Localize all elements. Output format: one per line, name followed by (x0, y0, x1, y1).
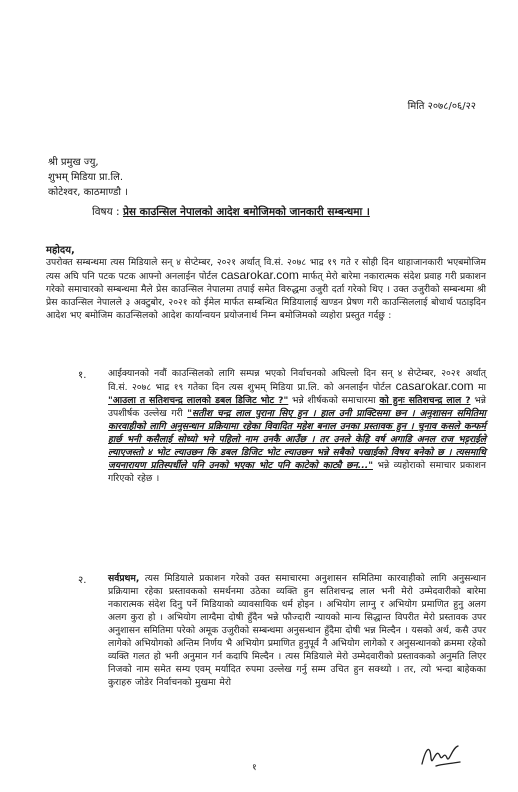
point-1-text-4: भन्ने उपशीर्षक उल्लेख गरी (108, 395, 487, 419)
point-2-number: २. (78, 575, 87, 586)
intro-text-1: उपरोक्त सम्बन्धमा त्यस मिडियाले सन् ४ सेप्टेम्बर, २०२१ अर्थात् वि.सं. २०७८ भाद्र १९ गते र सोही दिन थाहाजानकारी भएबमोजिम त्यस अघि पनि पटक पटक आफ्नो अनलाईन पोर्टल (46, 257, 486, 282)
salutation: महोदय, (46, 245, 75, 256)
point-1-number: १. (78, 370, 87, 381)
intro-paragraph (46, 256, 486, 322)
point-1-text-5: भन्ने व्यहोराको समाचार प्रकाशन गरिएको रहेछ । (108, 460, 487, 484)
point-1-website: casarokar.com (395, 379, 474, 393)
intro-website: casarokar.com (220, 268, 299, 282)
letter-date: मिति २०७८/०६/२२ (407, 101, 476, 112)
point-2-lead: सर्वप्रथम, (108, 573, 140, 584)
subject-line (92, 205, 370, 219)
subject-prefix: विषय : (92, 206, 120, 218)
point-1-headline: "आउला त सतिशचन्द्र लालको डबल डिजिट भोट ?" (108, 395, 289, 406)
signature (418, 738, 464, 772)
point-1-text-2: मा (478, 382, 487, 393)
subject-text: प्रेस काउन्सिल नेपालको आदेश बमोजिमको जानकारी सम्बन्धमा । (122, 206, 370, 218)
point-2-paragraph (108, 572, 486, 689)
point-1-quote: "सतीश चन्द्र लाल पुराना सिए हुन । हाल उनी प्राक्टिसमा छन । अनुशासन समितिमा कारवाहीको लागि अनुसन्धान प्रक्रियामा रहेका विवादित महेश बनाल उनका प्रस्तावक हुन । चुनाव कसले कन्फर्म हार्छ भनी कसैलाई सोध्यो भने पहिलो नाम उनकै आउँछ । तर उनले केहि वर्ष अगाडि अनल राज भट्टराईले ल्याएजस्तो ४ भोट ल्याउछन कि डबल डिजिट भोट ल्याउछन भन्ने सबैको पखाईको विषय बनेको छ । त्यसमाथि जयनारायण प्रतिस्पर्धीले पनि उनको भएका भोट पनि काटेको काट्यै छन..." (108, 408, 487, 471)
point-2-text: त्यस मिडियाले प्रकाशन गरेको उक्त समाचारमा अनुशासन समितिमा कारवाहीको लागि अनुसन्धान प्रक्रियामा रहेका प्रस्तावकको समर्थनमा उठेका व्यक्ति हुन सतिशचन्द्र लाल भनी मेरो उम्मेदवारीको बारेमा नकारात्मक संदेश दिनु पर्ने मिडियाको व्यावसायिक धर्म होइन । अभियोग लाग्नु र अभियोग प्रमाणित हुनु अलग अलग कुरा हो । अभियोग लाग्दैमा दोषी हुँदैन भन्ने फौज्दारी न्यायको मान्य सिद्धान्त विपरीत मेरो प्रस्तावक उपर अनुशासन समितिमा परेको अमूक उजुरीको सम्बन्धमा अनुसन्धान हुँदैमा दोषी भन्न मिल्दैन । यसको अर्थ, कसै उपर लागेको अभियोगको अन्तिम निर्णय भै अभियोग प्रमाणित हुनुपूर्व नै अभियोग लागेको र अनुसन्धानको क्रममा रहेको व्यक्ति गलत हो भनी अनुमान गर्न कदापि मिल्दैन । त्यस मिडियाले मेरो उम्मेदवारीको प्रस्तावकको अनुमति लिएर निजको नाम समेत सम्य एवम् मर्यादित रुपमा उल्लेख गर्नु सम्म उचित हुन सक्थ्यो । तर, त्यो भन्दा बाहेकका कुराहरु जोडेर निर्वाचनको मुखमा मेरो (108, 573, 486, 688)
point-1-paragraph (108, 367, 486, 485)
intro-text-2: मार्फत् मेरो बारेमा नकारात्मक संदेश प्रवाह गरी प्रकाशन गरेको समाचारको सम्बन्धमा मैले प्रेस काउन्सिल नेपालमा तपाई समेत विरुद्धमा उजुरी दर्ता गरेको थिए । उक्त उजुरीको सम्बन्धमा श्री प्रेस काउन्सिल नेपालले ३ अक्टुबोर, २०२१ को ईमेल मार्फत सम्बन्धित मिडियालाई खण्डन प्रेषण गरी काउन्सिललाई बोधार्थ पठाइदिन आदेश भए बमोजिम काउन्सिलको आदेश कार्यान्वयन प्रयोजनार्थ निम्न बमोजिमको व्यहोरा प्रस्तुत गर्दछु : (46, 271, 486, 321)
recipient-line-3: कोटेश्वर, काठमाण्डौ । (48, 187, 128, 198)
point-1-text-1: आईक्यानको नवौं काउन्सिलको लागि सम्पन्न भएको निर्वाचनको अघिल्लो दिन सन् ४ सेप्टेम्बर, २०२१ अर्थात् वि.सं. २०७८ भाद्र १९ गतेका दिन त्यस शुभम् मिडिया प्रा.लि. को अनलाईन पोर्टल (108, 368, 486, 393)
recipient-line-2: शुभम् मिडिया प्रा.लि. (48, 172, 124, 183)
point-1-subheadline: को हुनः सतिशचन्द्र लाल ? (379, 395, 471, 406)
recipient-line-1: श्री प्रमुख ज्यु, (48, 157, 99, 168)
point-1-text-3: भन्ने शीर्षकको समाचारमा (292, 395, 376, 406)
page-number: १ (252, 763, 257, 773)
